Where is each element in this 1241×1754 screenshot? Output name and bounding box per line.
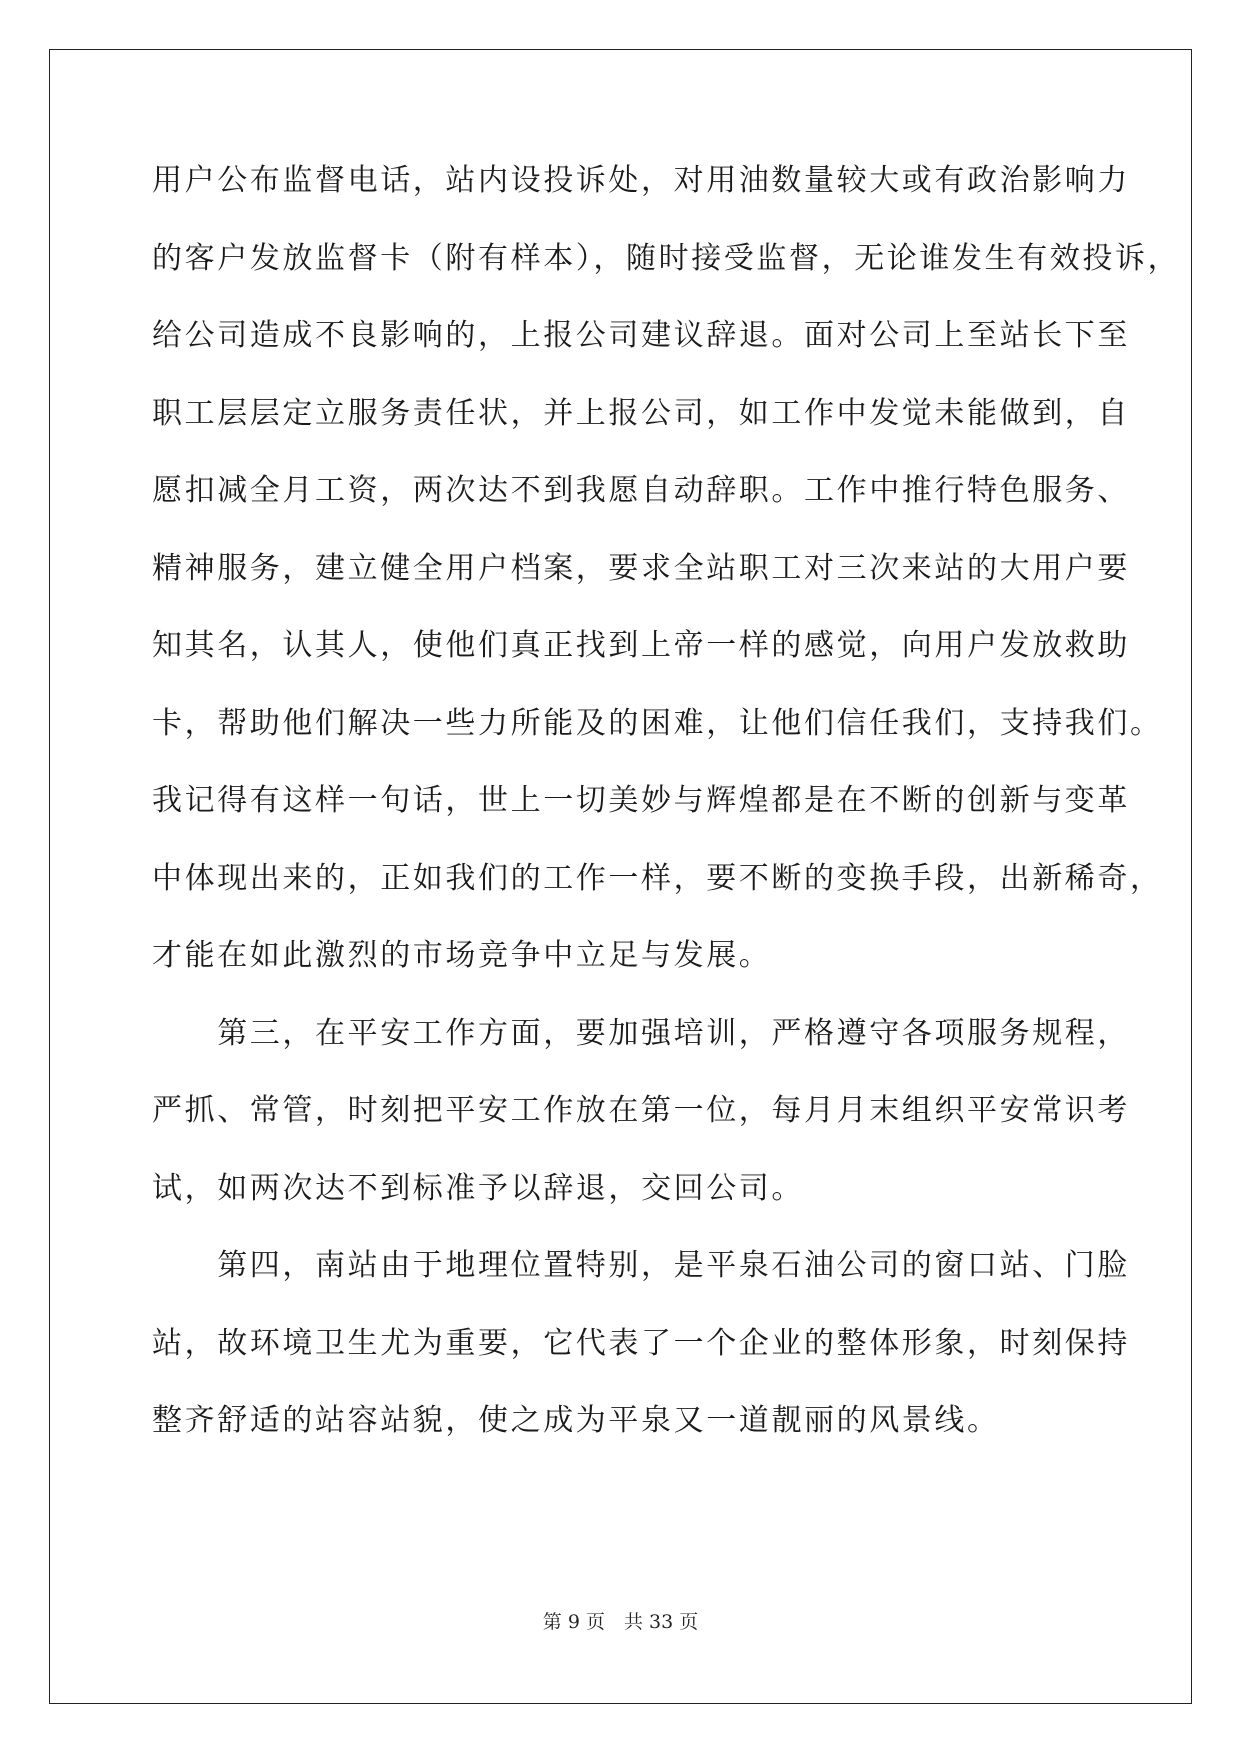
page-number: 第 9 页 共 33 页 [542, 1611, 699, 1633]
text-line: 第三，在平安工作方面，要加强培训，严格遵守各项服务规程， [152, 1015, 1130, 1051]
text-line: 知其名，认其人，使他们真正找到上帝一样的感觉，向用户发放救助 [152, 628, 1130, 663]
body-text [152, 163, 1181, 1484]
text-line: 卡，帮助他们解决一些力所能及的困难，让他们信任我们，支持我们。 [152, 705, 1163, 741]
text-line: 试，如两次达不到标准予以辞退，交回公司。 [152, 1170, 804, 1206]
text-line: 第四，南站由于地理位置特别，是平泉石油公司的窗口站、门脸 [152, 1248, 1130, 1283]
text-line: 才能在如此激烈的市场竞争中立足与发展。 [152, 938, 772, 973]
text-line: 严抓、常管，时刻把平安工作放在第一位，每月月末组织平安常识考 [152, 1093, 1130, 1128]
text-line: 站，故环境卫生尤为重要，它代表了一个企业的整体形象，时刻保持 [152, 1325, 1130, 1361]
text-line: 愿扣减全月工资，两次达不到我愿自动辞职。工作中推行特色服务、 [152, 473, 1130, 508]
text-line: 精神服务，建立健全用户档案，要求全站职工对三次来站的大用户要 [152, 550, 1130, 586]
text-line: 的客户发放监督卡（附有样本），随时接受监督，无论谁发生有效投诉， [152, 240, 1181, 276]
text-line: 职工层层定立服务责任状，并上报公司，如工作中发觉未能做到，自 [152, 395, 1130, 431]
text-line: 我记得有这样一句话，世上一切美妙与辉煌都是在不断的创新与变革 [152, 783, 1130, 818]
text-line: 整齐舒适的站容站貌，使之成为平泉又一道靓丽的风景线。 [152, 1403, 1000, 1438]
text-line: 中体现出来的，正如我们的工作一样，要不断的变换手段，出新稀奇， [152, 860, 1163, 896]
text-line: 给公司造成不良影响的，上报公司建议辞退。面对公司上至站长下至 [152, 318, 1130, 353]
text-line: 用户公布监督电话，站内设投诉处，对用油数量较大或有政治影响力 [152, 163, 1130, 198]
